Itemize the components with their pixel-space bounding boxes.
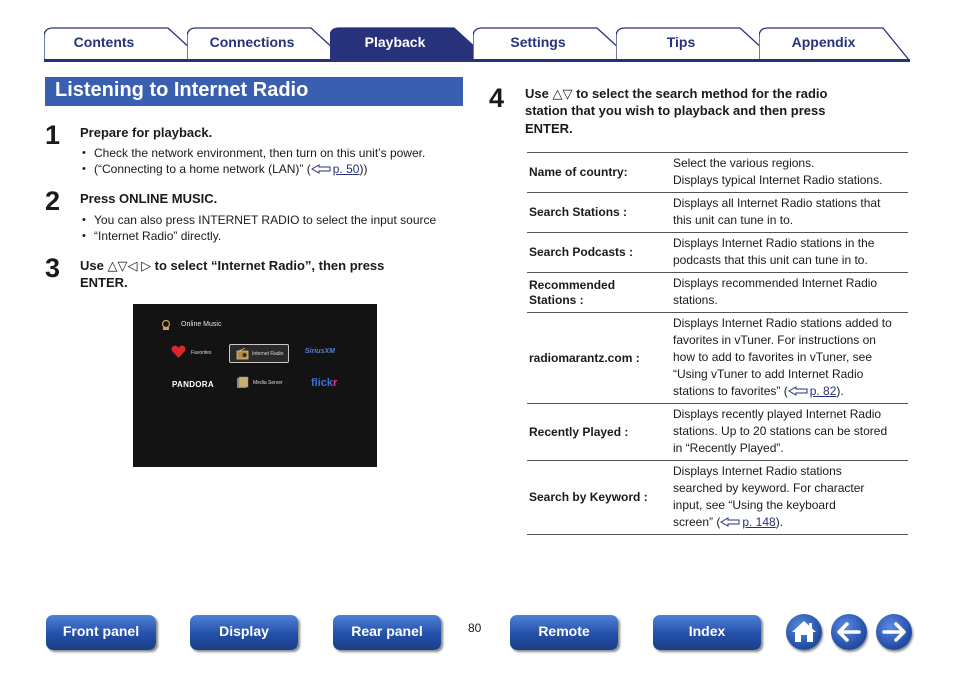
page-reference-link[interactable]	[720, 515, 775, 529]
button-label: Front panel	[62, 623, 140, 639]
reference-text: p. 50	[332, 162, 360, 176]
chapter-tabs	[44, 27, 910, 62]
button-label: Display	[219, 623, 269, 639]
bullet-text: ))	[359, 162, 368, 176]
search-method-name: Recently Played :	[527, 404, 672, 461]
step-bullet-continued	[94, 161, 367, 177]
description-line: in “Recently Played”.	[673, 441, 784, 455]
table-row	[527, 404, 908, 461]
description-line: stations.	[673, 293, 718, 307]
search-method-description	[672, 273, 908, 313]
search-method-description	[672, 233, 908, 273]
search-method-name: Search Podcasts :	[527, 233, 672, 273]
step-number: 2	[45, 186, 61, 216]
description-line: “Using vTuner to add Internet Radio	[673, 367, 864, 381]
reference-text: p. 82	[809, 384, 837, 398]
tab-underline	[44, 59, 910, 62]
bullet-text: “Internet Radio” directly.	[94, 229, 222, 243]
button-label: Remote	[538, 623, 590, 639]
step-number: 4	[489, 83, 505, 113]
favorites-heart-icon	[171, 345, 186, 359]
table-row	[527, 313, 908, 404]
tab-label: Settings	[510, 34, 566, 50]
button-label: Rear panel	[351, 623, 423, 639]
description-text: ).	[836, 384, 844, 398]
tab-contents[interactable]	[44, 27, 204, 60]
flickr-logo	[311, 377, 337, 389]
tab-label: Connections	[209, 34, 295, 50]
step-heading: Use △▽ to select the search method for the radio	[525, 86, 828, 101]
tab-appendix[interactable]	[759, 27, 910, 60]
bullet-text: Check the network environment, then turn on this unit’s power.	[94, 146, 426, 160]
page-reference-link[interactable]	[311, 162, 360, 176]
tab-label: Appendix	[791, 34, 856, 50]
description-line: Displays Internet Radio stations	[673, 464, 842, 478]
description-line: Displays recently played Internet Radio	[673, 407, 882, 421]
pandora-logo: PANDORA	[172, 380, 214, 389]
bullet-text: You can also press INTERNET RADIO to select the input source	[94, 213, 437, 227]
description-line: input, see “Using the keyboard	[673, 498, 836, 512]
table-row	[527, 233, 908, 273]
bullet-text: (“Connecting to a home network (LAN)” (	[94, 162, 311, 176]
description-line: Select the various regions.	[673, 156, 815, 170]
button-label: Index	[688, 623, 726, 639]
table-row	[527, 461, 908, 535]
flickr-logo-accent: r	[333, 377, 338, 389]
description-line	[673, 383, 906, 400]
search-methods-table	[527, 152, 908, 535]
reference-text: p. 148	[742, 515, 776, 529]
method-name-line: Recommended	[529, 277, 616, 292]
description-line: stations. Up to 20 stations can be stored	[673, 424, 888, 438]
step-bullet-continued	[94, 228, 221, 244]
index-button[interactable]	[653, 615, 761, 650]
tab-settings[interactable]	[473, 27, 633, 60]
favorites-label: Favorites	[191, 350, 212, 356]
step-bullet	[94, 145, 425, 161]
home-button[interactable]	[786, 614, 822, 650]
online-music-icon	[161, 320, 171, 331]
rear-panel-button[interactable]	[333, 615, 441, 650]
page-reference-link[interactable]	[788, 384, 837, 398]
online-music-screen	[133, 304, 377, 467]
tab-connections[interactable]	[187, 27, 347, 60]
search-method-name: Search Stations :	[527, 193, 672, 233]
search-method-description	[672, 193, 908, 233]
search-method-name	[527, 273, 672, 313]
description-line: Displays Internet Radio stations added to	[673, 316, 892, 330]
description-text: ).	[775, 515, 784, 529]
search-method-description	[672, 153, 908, 193]
page-number: 80	[468, 621, 482, 635]
step-heading: Press ONLINE MUSIC.	[80, 191, 218, 206]
front-panel-button[interactable]	[46, 615, 156, 650]
step-heading: Use △▽◁ ▷ to select “Internet Radio”, then press	[80, 258, 385, 273]
forward-button[interactable]	[876, 614, 912, 650]
section-title: Listening to Internet Radio	[45, 77, 463, 106]
description-text: screen” (	[673, 515, 721, 529]
search-method-description	[672, 461, 908, 535]
tab-label: Tips	[666, 34, 696, 50]
step-heading: Prepare for playback.	[80, 125, 213, 140]
description-line: how to add to favorites in vTuner, see	[673, 350, 873, 364]
page-reference-icon	[720, 517, 740, 528]
display-button[interactable]	[190, 615, 298, 650]
search-method-description	[672, 404, 908, 461]
method-name-line: Stations :	[529, 292, 584, 307]
media-server-icon	[236, 376, 249, 389]
description-line: Displays Internet Radio stations in the	[673, 236, 875, 250]
description-line: Displays recommended Internet Radio	[673, 276, 878, 290]
step-bullet	[94, 212, 436, 228]
description-line: this unit can tune in to.	[673, 213, 794, 227]
description-line	[673, 514, 906, 531]
home-icon	[786, 614, 822, 650]
step-heading-continued: station that you wish to playback and then press	[525, 103, 826, 118]
step-number: 3	[45, 253, 61, 283]
table-row	[527, 193, 908, 233]
description-line: Displays typical Internet Radio stations.	[673, 173, 883, 187]
tab-label: Contents	[73, 34, 135, 50]
internet-radio-icon	[236, 348, 249, 360]
remote-button[interactable]	[510, 615, 618, 650]
table-row	[527, 153, 908, 193]
description-line: Displays all Internet Radio stations that	[673, 196, 881, 210]
arrow-left-icon	[831, 614, 867, 650]
tab-tips[interactable]	[616, 27, 776, 60]
step-heading-continued: ENTER.	[525, 121, 573, 136]
flickr-logo-main: flick	[311, 377, 334, 389]
media-server-label: Media Server	[253, 380, 283, 386]
description-line: favorites in vTuner. For instructions on	[673, 333, 876, 347]
table-row	[527, 273, 908, 313]
search-method-name: Name of country:	[527, 153, 672, 193]
search-method-name: radiomarantz.com :	[527, 313, 672, 404]
step-number: 1	[45, 120, 61, 150]
back-button[interactable]	[831, 614, 867, 650]
page-reference-icon	[788, 386, 808, 397]
tab-playback[interactable]	[330, 27, 490, 60]
search-method-name: Search by Keyword :	[527, 461, 672, 535]
description-line: searched by keyword. For character	[673, 481, 865, 495]
screen-title: Online Music	[181, 321, 222, 328]
tab-label: Playback	[364, 34, 426, 50]
description-line: podcasts that this unit can tune in to.	[673, 253, 868, 267]
search-method-description	[672, 313, 908, 404]
arrow-right-icon	[876, 614, 912, 650]
page-reference-icon	[311, 164, 331, 175]
siriusxm-logo: SiriusXM	[305, 348, 335, 355]
internet-radio-label[interactable]: Internet Radio	[252, 351, 284, 357]
description-text: stations to favorites” (	[673, 384, 788, 398]
step-heading-continued: ENTER.	[80, 275, 128, 290]
